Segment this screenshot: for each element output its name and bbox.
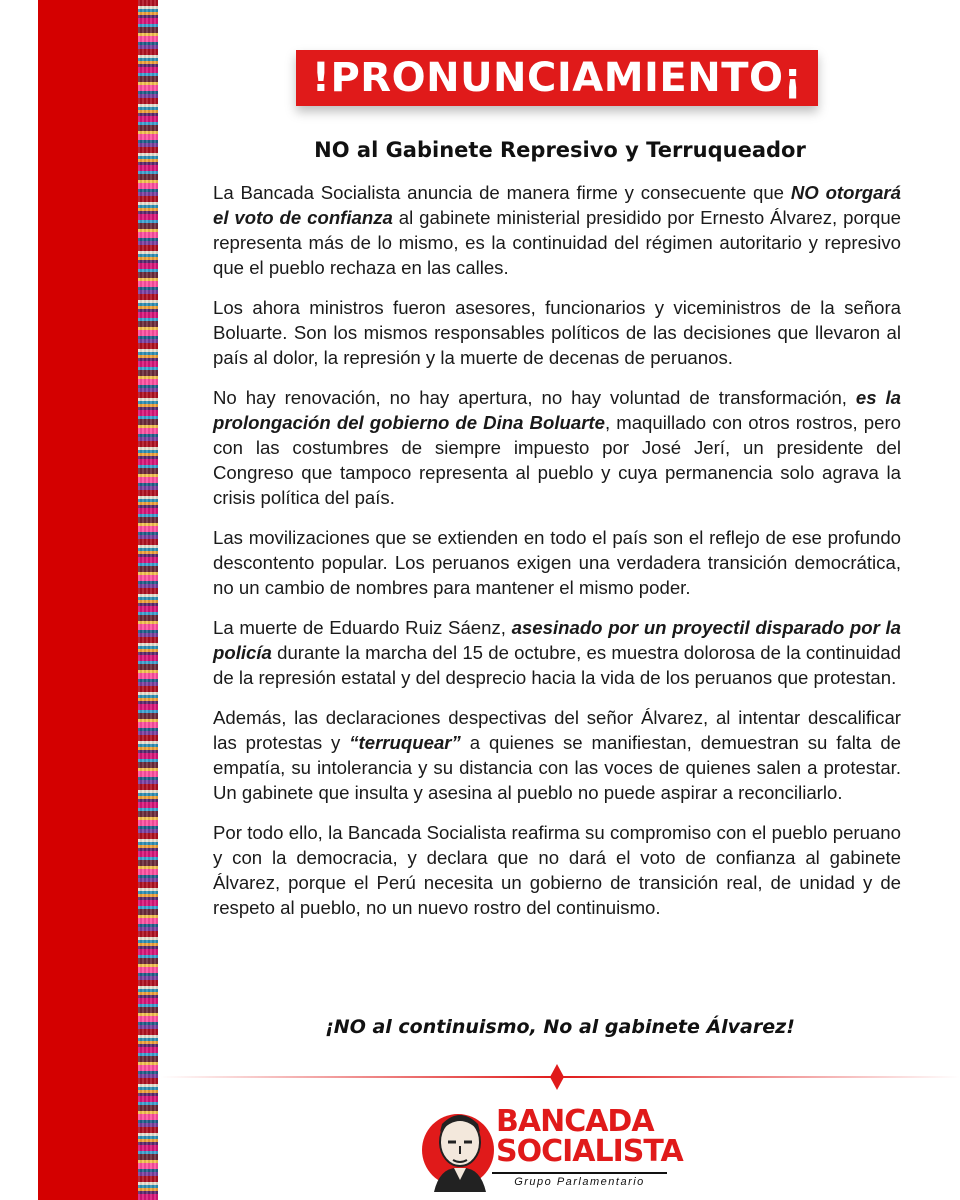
paragraph-4: Las movilizaciones que se extienden en todo el país son el reflejo de ese profundo descontento popular. Los peruanos exigen una verdadera transición democrática, no un cambio de nombres para mantener el mismo poder. [213,527,901,598]
paragraph-text: La muerte de Eduardo Ruiz Sáenz, [213,617,512,638]
statement-body [213,180,901,935]
diamond-icon [550,1064,564,1090]
bancada-logo [420,1100,683,1195]
subtitle: NO al Gabinete Represivo y Terruqueador [314,138,806,162]
logo-line-1: BANCADA [496,1104,654,1139]
paragraph-7: Por todo ello, la Bancada Socialista reafirma su compromiso con el pueblo peruano y con la democracia, y declara que no dará el voto de confianza al gabinete Álvarez, porque el Perú necesita un gobierno de transición real, de unidad y de respeto al pueblo, no un nuevo rostro del continuismo. [213,822,901,918]
paragraph-text: durante la marcha del 15 de octubre, es muestra dolorosa de la continuidad de la represión estatal y del desprecio hacia la vida de los peruanos que protestan. [213,642,901,688]
emphasis-text: asesinado por un proyectil disparado por la policía [213,617,901,663]
red-side-band [38,0,138,1200]
paragraph-3 [213,385,901,510]
page-title: !PRONUNCIAMIENTO¡ [311,55,803,101]
paragraph-text: al gabinete ministerial presidido por Ernesto Álvarez, porque representa más de lo mismo, es la continuidad del régimen autoritario y represivo que el pueblo rechaza en las calles. [213,207,902,278]
logo-line-2: SOCIALISTA [496,1134,683,1169]
closing-slogan: ¡NO al continuismo, No al gabinete Álvarez! [325,1016,795,1038]
textile-border [138,0,158,1200]
paragraph-text: a quienes se manifiestan, demuestran su falta de empatía, su intolerancia y su distancia con las voces de quienes salen a protestar. Un gabinete que insulta y asesina al pueblo no puede aspirar a reconciliarlo. [213,732,902,803]
paragraph-1 [213,180,901,280]
emphasis-text: es la prolongación del gobierno de Dina Boluarte [213,387,901,433]
title-banner [296,50,818,106]
paragraph-6 [213,705,901,805]
paragraph-5 [213,615,901,690]
paragraph-text: Además, las declaraciones despectivas del señor Álvarez, al intentar descalificar las protestas y [213,707,901,753]
portrait-icon [420,1102,500,1194]
emphasis-text: “terruquear” [349,732,461,753]
paragraph-2: Los ahora ministros fueron asesores, funcionarios y viceministros de la señora Boluarte. Son los mismos responsables políticos de las decisiones que llevaron al país al dolor, la represión y la muerte de decenas de peruanos. [213,297,901,368]
paragraph-text: No hay renovación, no hay apertura, no hay voluntad de transformación, [213,387,856,408]
divider-ornament [160,1062,960,1092]
emphasis-text: NO otorgará el voto de confianza [213,182,901,228]
paragraph-text: , maquillado con otros rostros, pero con las costumbres de siempre impuesto por José Jerí, un presidente del Congreso que tampoco representa al pueblo y cuya permanencia solo agrava la crisis política del país. [213,412,901,508]
logo-subtitle: Grupo Parlamentario [492,1172,667,1194]
paragraph-text: La Bancada Socialista anuncia de manera firme y consecuente que [213,182,791,203]
